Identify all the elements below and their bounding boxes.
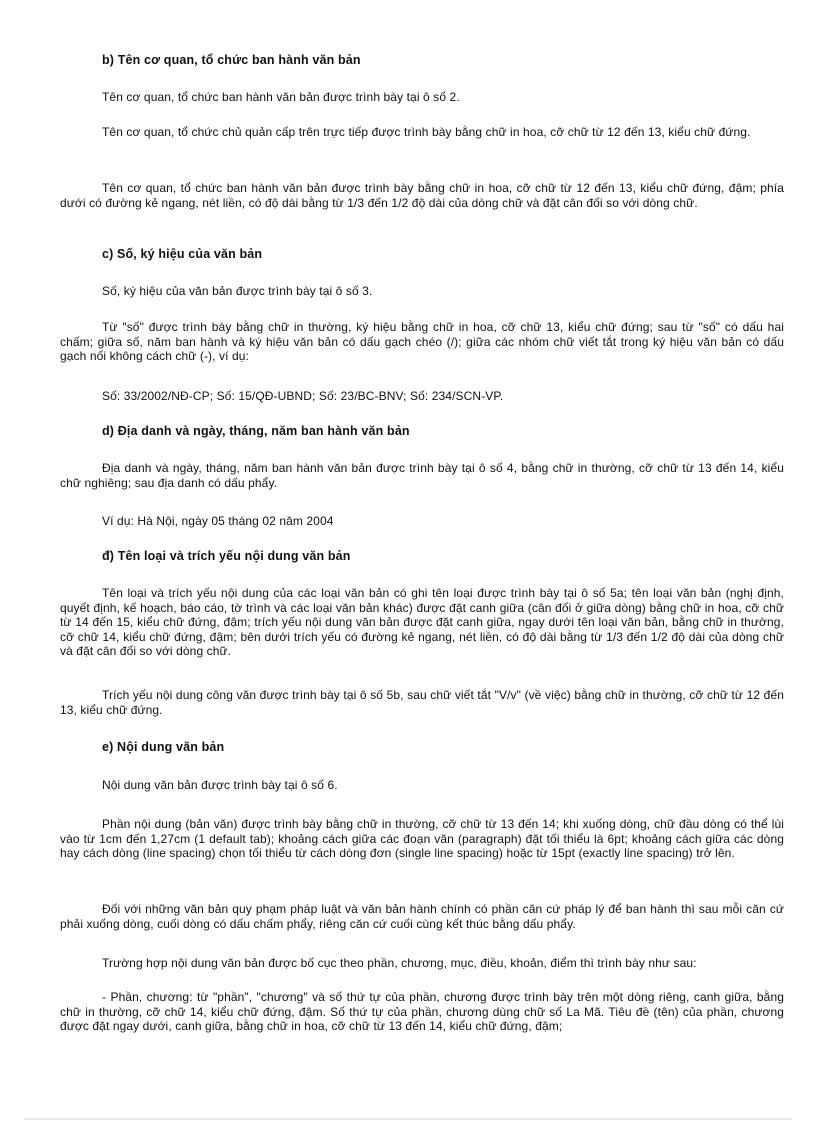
- heading-section-d: d) Địa danh và ngày, tháng, năm ban hành văn bản: [102, 424, 410, 438]
- paragraph-e-4: Trường hợp nội dung văn bản được bố cục theo phần, chương, mục, điều, khoản, điểm thì trình bày như sau:: [102, 956, 697, 970]
- heading-section-b: b) Tên cơ quan, tổ chức ban hành văn bản: [102, 53, 361, 67]
- paragraph-b-3: Tên cơ quan, tổ chức ban hành văn bản được trình bày bằng chữ in hoa, cỡ chữ từ 12 đến 13, kiểu chữ đứng, đậm; phía dưới có đường kẻ ngang, nét liền, có độ dài bằng từ 1/3 đến 1/2 độ dài của dòng chữ và đặt cân đối so với dòng chữ.: [60, 181, 784, 210]
- heading-section-e: e) Nội dung văn bản: [102, 740, 225, 754]
- paragraph-e-2: Phần nội dung (bản văn) được trình bày bằng chữ in thường, cỡ chữ từ 13 đến 14; khi xuống dòng, chữ đầu dòng có thể lùi vào từ 1cm đến 1,27cm (1 default tab); khoảng cách giữa các đoạn văn (paragraph) đặt tối thiểu là 6pt; khoảng cách giữa các dòng hay cách dòng (line spacing) chọn tối thiểu từ cách dòng đơn (single line spacing) hoặc từ 15pt (exactly line spacing) trở lên.: [60, 817, 784, 861]
- paragraph-c-1: Số, ký hiệu của văn bản được trình bày tại ô số 3.: [102, 284, 373, 298]
- paragraph-b-1: Tên cơ quan, tổ chức ban hành văn bản được trình bày tại ô số 2.: [102, 90, 460, 104]
- paragraph-e-1: Nội dung văn bản được trình bày tại ô số 6.: [102, 778, 338, 792]
- paragraph-c-2: Từ "số" được trình bày bằng chữ in thường, ký hiệu bằng chữ in hoa, cỡ chữ 13, kiểu chữ đứng; sau từ "số" có dấu hai chấm; giữa số, năm ban hành và ký hiệu văn bản có dấu gạch chéo (/); giữa các nhóm chữ viết tắt trong ký hiệu văn bản có dấu gạch nối không cách chữ (-), ví dụ:: [60, 320, 784, 364]
- paragraph-b-2: Tên cơ quan, tổ chức chủ quản cấp trên trực tiếp được trình bày bằng chữ in hoa, cỡ chữ từ 12 đến 13, kiểu chữ đứng.: [102, 125, 751, 139]
- heading-section-c: c) Số, ký hiệu của văn bản: [102, 247, 263, 261]
- paragraph-c-3: Số: 33/2002/NĐ-CP; Số: 15/QĐ-UBND; Số: 23/BC-BNV; Số: 234/SCN-VP.: [102, 389, 504, 403]
- paragraph-e-3: Đối với những văn bản quy phạm pháp luật và văn bản hành chính có phần căn cứ pháp lý để ban hành thì sau mỗi căn cứ phải xuống dòng, cuối dòng có dấu chấm phẩy, riêng căn cứ cuối cùng kết thúc bằng dấu phẩy.: [60, 902, 784, 931]
- paragraph-dd-2: Trích yếu nội dung công văn được trình bày tại ô số 5b, sau chữ viết tắt "V/v" (về việc) bằng chữ in thường, cỡ chữ từ 12 đến 13, kiểu chữ đứng.: [60, 688, 784, 717]
- paragraph-d-2: Ví dụ: Hà Nội, ngày 05 tháng 02 năm 2004: [102, 514, 334, 528]
- page-bottom-divider: [24, 1118, 792, 1120]
- paragraph-d-1: Địa danh và ngày, tháng, năm ban hành văn bản được trình bày tại ô số 4, bằng chữ in thường, cỡ chữ từ 13 đến 14, kiểu chữ nghiêng; sau địa danh có dấu phẩy.: [60, 461, 784, 490]
- paragraph-dd-1: Tên loại và trích yếu nội dung của các loại văn bản có ghi tên loại được trình bày tại ô số 5a; tên loại văn bản (nghị định, quyết định, kế hoạch, báo cáo, tờ trình và các loại văn bản khác) được đặt canh giữa (cân đối ở giữa dòng) bằng chữ in hoa, cỡ chữ từ 14 đến 15, kiểu chữ đứng, đậm; trích yếu nội dung văn bản được đặt canh giữa, ngay dưới tên loại văn bản, bằng chữ in thường, cỡ chữ 14, kiểu chữ đứng, đậm; bên dưới trích yếu có đường kẻ ngang, nét liền, có độ dài bằng từ 1/3 đến 1/2 độ dài của dòng chữ và đặt cân đối so với dòng chữ.: [60, 586, 784, 659]
- heading-section-dd: đ) Tên loại và trích yếu nội dung văn bản: [102, 549, 351, 563]
- paragraph-e-5: - Phần, chương: từ "phần", "chương" và số thứ tự của phần, chương được trình bày trên một dòng riêng, canh giữa, bằng chữ in thường, cỡ chữ 14, kiểu chữ đứng, đậm. Số thứ tự của phần, chương dùng chữ số La Mã. Tiêu đề (tên) của phần, chương được đặt ngay dưới, canh giữa, bằng chữ in hoa, cỡ chữ từ 13 đến 14, kiểu chữ đứng, đậm;: [60, 990, 784, 1034]
